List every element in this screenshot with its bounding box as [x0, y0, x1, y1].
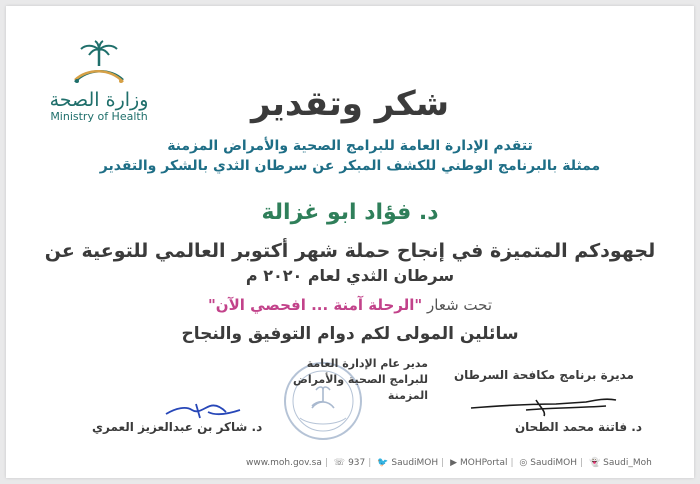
right-signature	[466, 390, 626, 420]
logo-english-text: Ministry of Health	[50, 110, 148, 123]
youtube-icon: ▶	[450, 458, 457, 468]
palm-swords-icon	[67, 40, 131, 90]
logo-arabic-text: وزارة الصحة	[49, 89, 149, 111]
instagram-icon: ◎	[519, 458, 528, 468]
twitter-handle[interactable]: SaudiMOH	[391, 458, 439, 468]
slogan-label: تحت شعار	[427, 296, 492, 314]
slogan-text: "الرحلة آمنة ... افحصي الآن"	[207, 296, 423, 314]
certificate-title: شكر وتقدير	[250, 84, 450, 124]
left-signature	[156, 398, 256, 422]
body-line-2: سرطان الثدي لعام ٢٠٢٠ م	[245, 266, 455, 285]
instagram-handle[interactable]: SaudiMOH	[530, 458, 578, 468]
right-signatory-name: د. فاتنة محمد الطحان	[514, 420, 642, 434]
snapchat-handle[interactable]: Saudi_Moh	[603, 458, 652, 468]
left-signatory-name: د. شاكر بن عبدالعزيز العمري	[92, 420, 263, 434]
left-signatory-title-line-1: مدير عام الإدارة العامة	[306, 357, 428, 370]
recipient-name: د. فؤاد ابو غزالة	[261, 200, 439, 225]
website-link[interactable]: www.moh.gov.sa	[246, 458, 322, 468]
right-signatory-title: مديرة برنامج مكافحة السرطان	[453, 368, 634, 382]
phone-number: 937	[348, 458, 366, 468]
snapchat-icon: 👻	[588, 458, 601, 468]
left-signatory-title-line-2: للبرامج الصحية والأمراض المزمنة	[293, 373, 428, 402]
intro-line-1: تتقدم الإدارة العامة للبرامج الصحية والأمراض المزمنة	[167, 138, 533, 154]
closing-wish: سائلين المولى لكم دوام التوفيق والنجاح	[181, 324, 519, 344]
slogan-line	[6, 296, 694, 314]
footer-contact-bar: www.moh.gov.sa | ☏ 937 | 🐦 SaudiMOH | ▶ MOHPortal | ◎ SaudiMOH | 👻 Saudi_Moh	[246, 458, 652, 468]
youtube-handle[interactable]: MOHPortal	[460, 458, 508, 468]
phone-icon: ☏	[333, 458, 346, 468]
twitter-icon: 🐦	[377, 458, 389, 468]
body-line-1: لجهودكم المتميزة في إنجاح حملة شهر أكتوبر العالمي للتوعية عن	[44, 240, 656, 262]
left-signatory-title	[268, 356, 428, 404]
intro-line-2: ممثلة بالبرنامج الوطني للكشف المبكر عن سرطان الثدي بالشكر والتقدير	[99, 158, 601, 174]
certificate-page	[6, 6, 694, 478]
